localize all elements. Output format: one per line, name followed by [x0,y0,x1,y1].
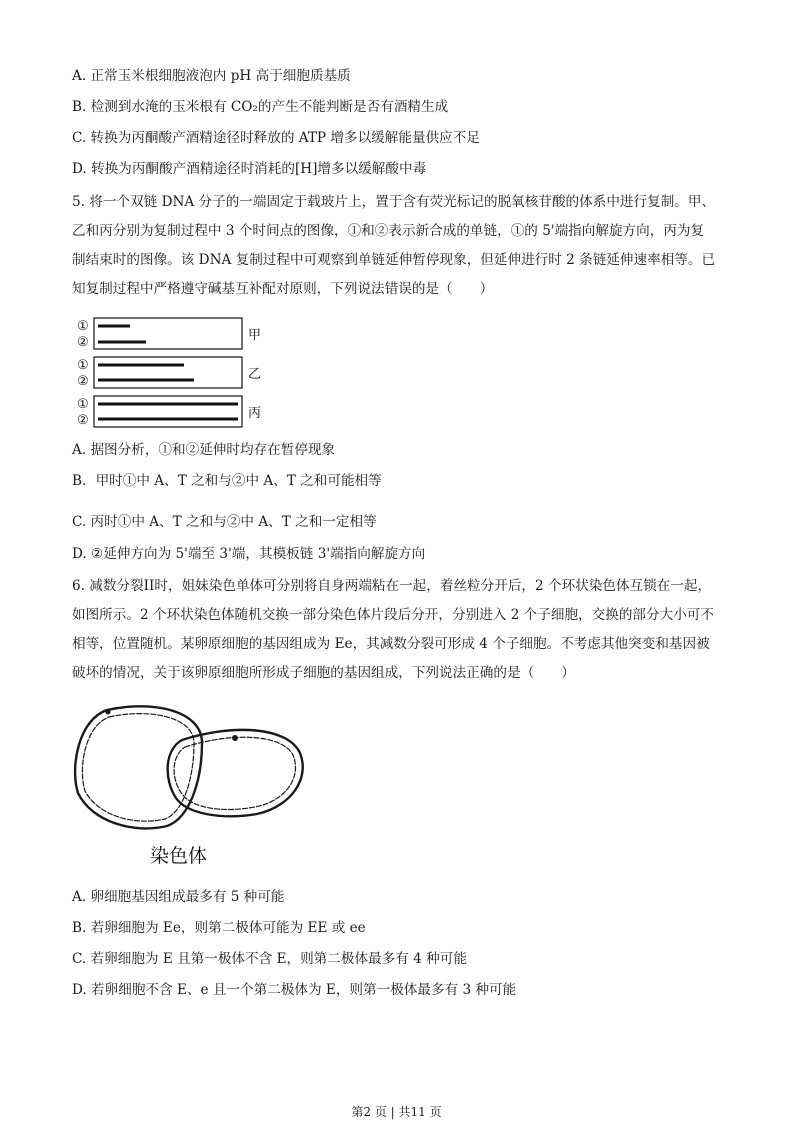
q5-option-c: C. 丙时①中 A、T 之和与②中 A、T 之和一定相等 [72,514,377,530]
left-ring-chromosome [75,706,202,828]
q4-option-a: A. 正常玉米根细胞液泡内 pH 高于细胞质基质 [72,68,351,84]
q5-stem-line: 5. 将一个双链 DNA 分子的一端固定于载玻片上，置于含有荧光标记的脱氧核苷酸的体系中进行复制。甲、 [72,194,716,210]
q4-option-d: D. 转换为丙酮酸产酒精途径时消耗的[H]增多以缓解酸中毒 [72,161,427,177]
q6-option-b: B. 若卵细胞为 Ee，则第二极体可能为 EE 或 ee [72,920,366,936]
ring-chromosome-figure [72,698,312,870]
q6-stem-line: 破坏的情况，关于该卵原细胞所形成子细胞的基因组成，下列说法正确的是（ ） [72,665,575,681]
q6-option-d: D. 若卵细胞不含 E、e 且一个第二极体为 E，则第一极体最多有 3 种可能 [72,982,517,998]
q5-stem-line: 乙和丙分别为复制过程中 3 个时间点的图像，①和②表示新合成的单链，①的 5'端指向解旋方向，丙为复 [72,223,705,239]
figure-caption: 染色体 [150,845,208,867]
q6-stem-line: 6. 减数分裂II时，姐妹染色单体可分别将自身两端粘在一起，着丝粒分开后，2 个环状染色体互锁在一起， [72,578,712,594]
panel-label-yi: 乙 [248,367,262,382]
panel-bing-box [94,396,242,427]
q6-stem [72,572,732,688]
panel-label-bing: 丙 [248,406,262,421]
q5-option-a: A. 据图分析，①和②延伸时均存在暂停现象 [72,442,336,458]
strand-label-1: ① [77,319,89,334]
q6-stem-line: 如图所示。2 个环状染色体随机交换一部分染色体片段后分开，分别进入 2 个子细胞，交换的部分大小可不 [72,607,714,623]
q6-option-a: A. 卵细胞基因组成最多有 5 种可能 [72,889,285,905]
q5-option-d: D. ②延伸方向为 5'端至 3'端，其模板链 3'端指向解旋方向 [72,546,426,562]
q5-stem [72,188,732,304]
right-ring-chromosome [168,730,303,816]
left-ring-chromosome-inner [82,714,194,822]
q5-stem-line: 知复制过程中严格遵守碱基互补配对原则，下列说法错误的是（ ） [72,281,494,297]
q4-option-c: C. 转换为丙酮酸产酒精途径时释放的 ATP 增多以缓解能量供应不足 [72,130,480,146]
q4-option-b: B. 检测到水淹的玉米根有 CO₂的产生不能判断是否有酒精生成 [72,99,449,115]
strand-label-1: ① [77,397,89,412]
q5-option-b: B．甲时①中 A、T 之和与②中 A、T 之和可能相等 [72,473,382,489]
strand-label-2: ② [77,374,89,389]
strand-label-2: ② [77,413,89,428]
q6-stem-line: 相等，位置随机。某卵原细胞的基因组成为 Ee，其减数分裂可形成 4 个子细胞。不考虑其他突变和基因被 [72,636,710,652]
strand-label-2: ② [77,335,89,350]
q5-stem-line: 制结束时的图像。该 DNA 复制过程中可观察到单链延伸暂停现象，但延伸进行时 2 条链延伸速率相等。已 [72,252,716,268]
panel-jia-box [94,318,242,349]
strand-label-1: ① [77,358,89,373]
centromere-dot [232,735,238,741]
page-footer: 第2 页 | 共11 页 [351,1105,442,1119]
q6-option-c: C. 若卵细胞为 E 且第一极体不含 E，则第二极体最多有 4 种可能 [72,951,467,967]
centromere-dot [106,710,111,715]
panel-yi-box [94,357,242,388]
dna-replication-figure [72,316,282,428]
panel-label-jia: 甲 [248,328,262,343]
